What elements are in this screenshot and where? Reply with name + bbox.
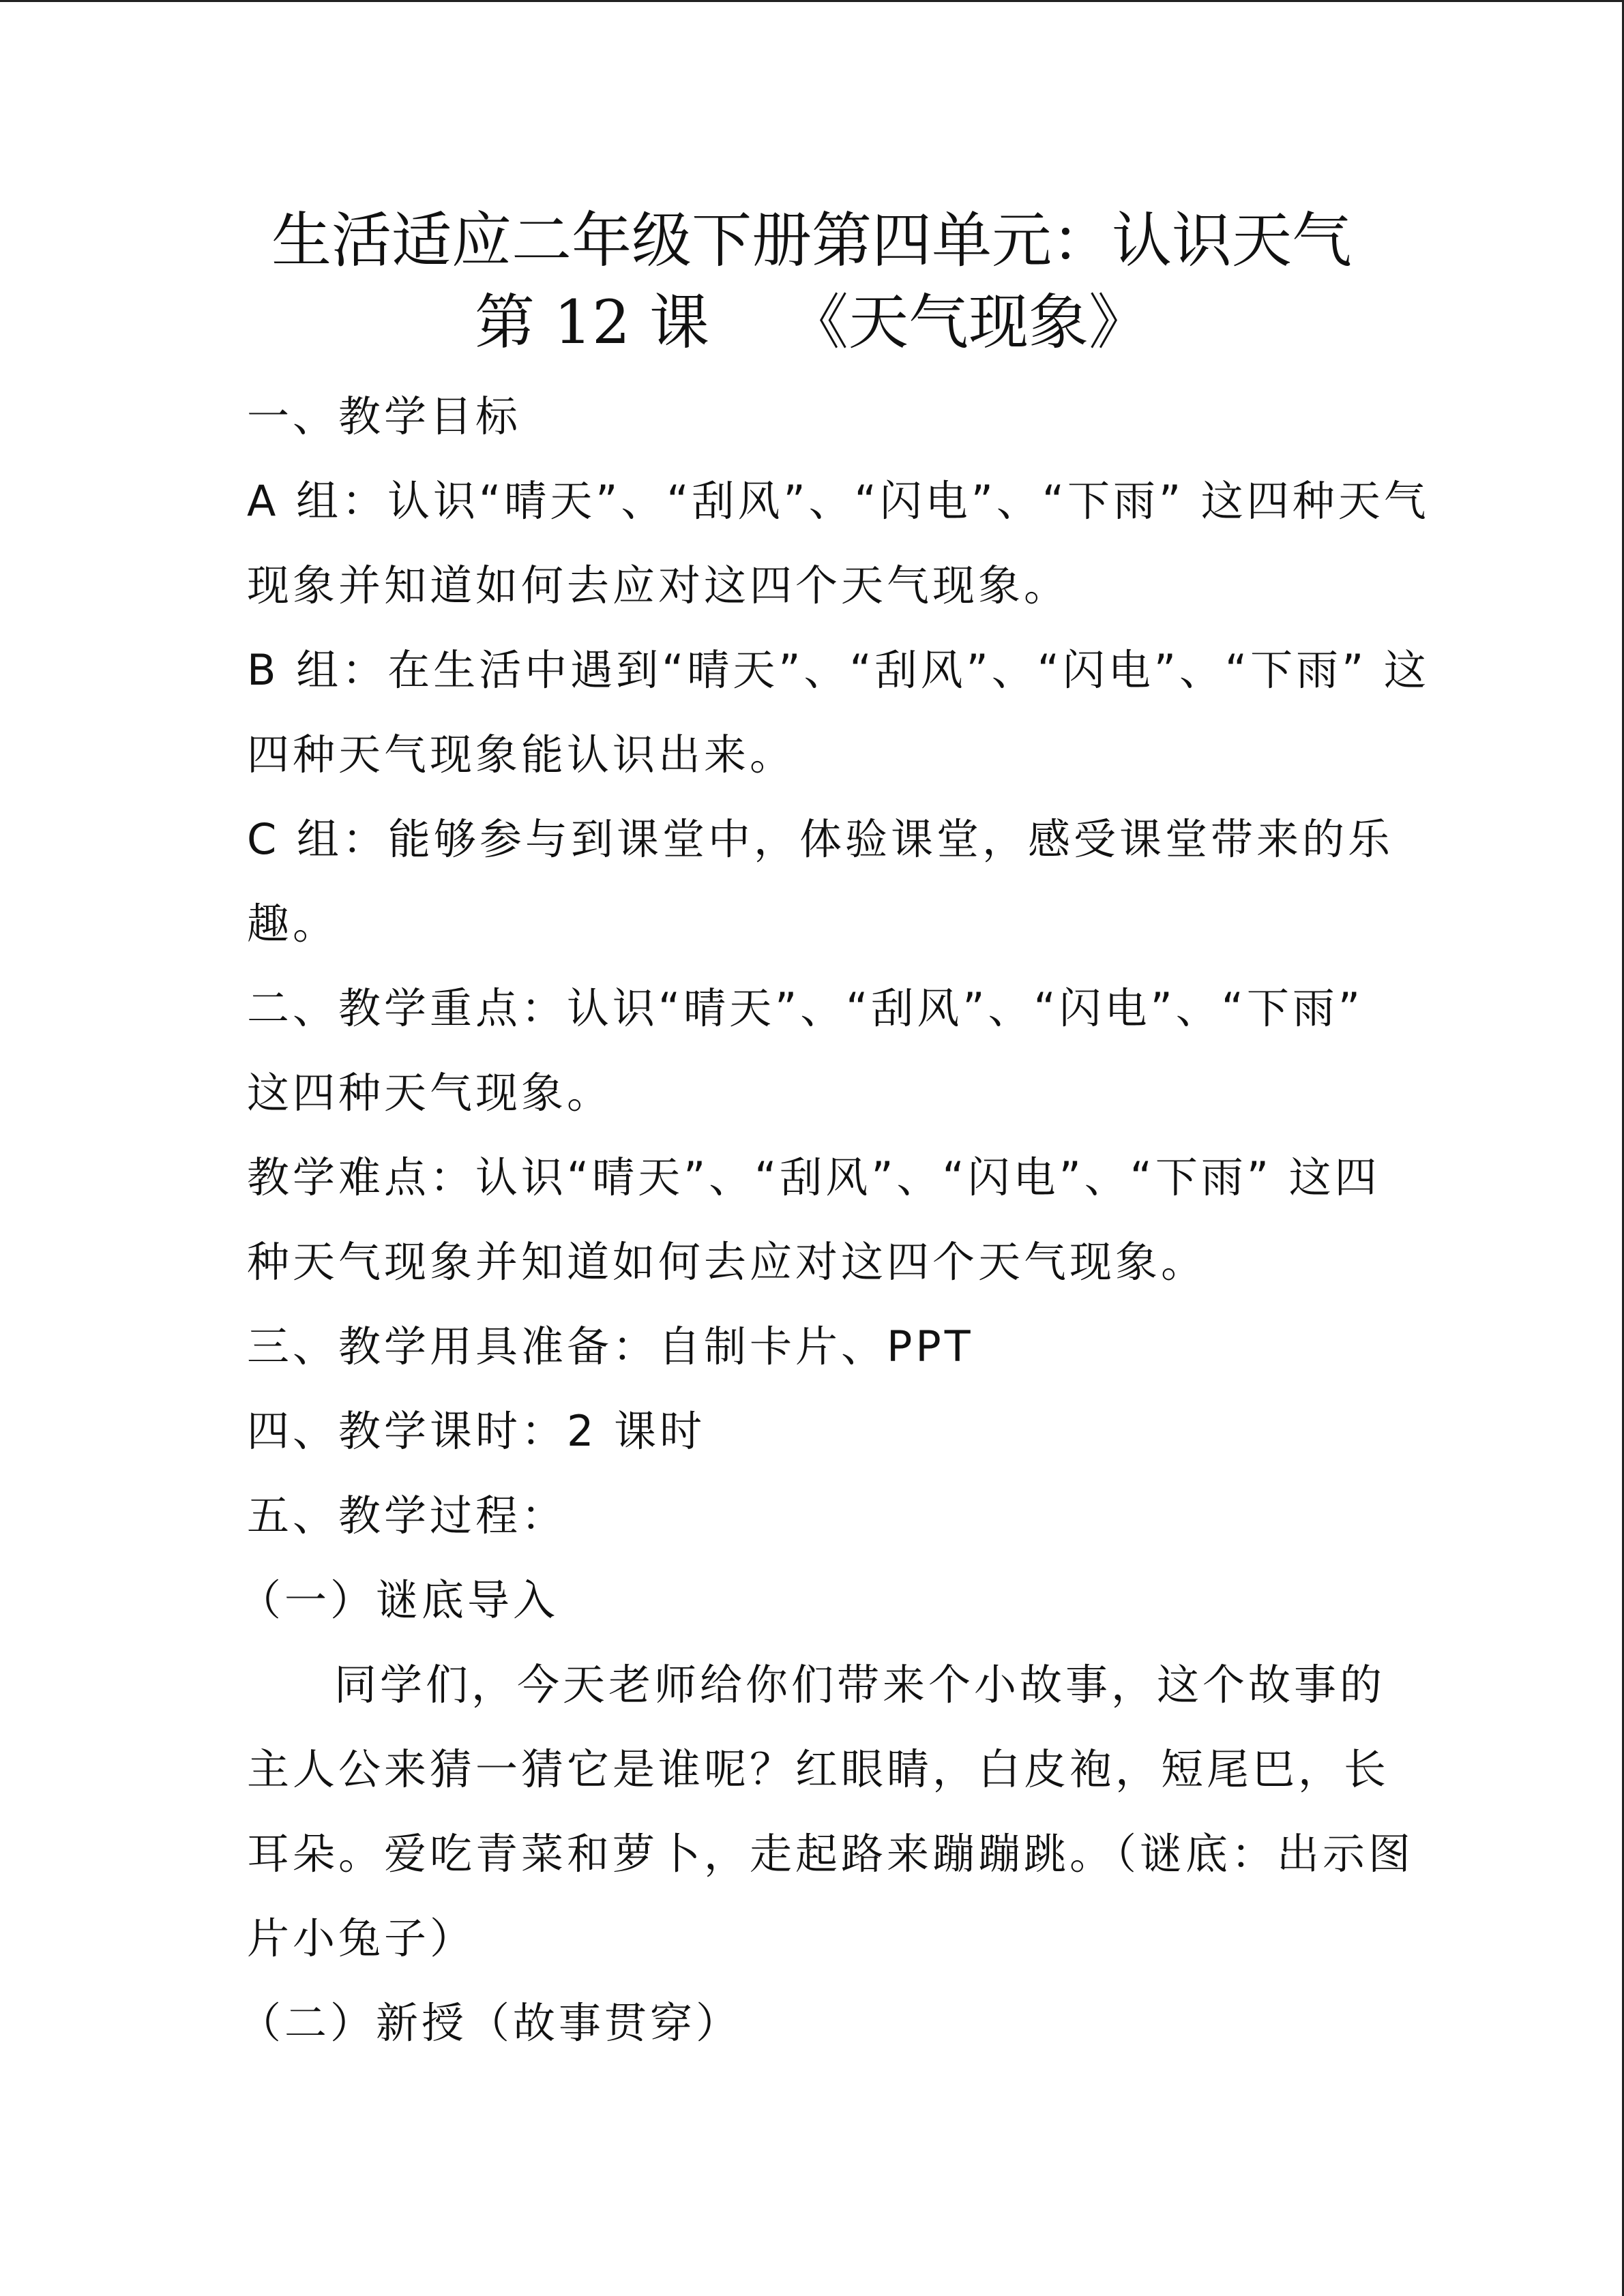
teaching-hours: 四、教学课时：2 课时 [247,1406,706,1456]
title-line-unit: 生活适应二年级下册第四单元：认识天气 [271,205,1352,275]
document-title [246,200,1378,363]
document-body [239,374,1430,2066]
goal-group-c-line-1: C 组：能够参与到课堂中，体验课堂，感受课堂带来的乐 [247,814,1393,864]
teaching-materials: 三、教学用具准备：自制卡片、PPT [247,1322,974,1371]
key-point-line-2: 这四种天气现象。 [247,1068,613,1118]
story-paragraph-line-2: 主人公来猜一猜它是谁呢？红眼睛，白皮袍，短尾巴，长 [247,1744,1390,1794]
key-point-line-1: 二、教学重点：认识“晴天”、“刮风”、“闪电”、“下雨” [247,983,1363,1033]
title-line-lesson: 第 12 课 《天气现象》 [475,287,1149,357]
difficulty-line-1: 教学难点：认识“晴天”、“刮风”、“闪电”、“下雨” 这四 [247,1152,1381,1202]
heading-teaching-process: 五、教学过程： [247,1491,567,1540]
story-paragraph-line-4: 片小兔子） [247,1913,476,1963]
goal-group-b-line-1: B 组：在生活中遇到“晴天”、“刮风”、“闪电”、“下雨” 这 [247,645,1430,695]
story-paragraph-line-3: 耳朵。爱吃青菜和萝卜，走起路来蹦蹦跳。（谜底：出示图 [247,1829,1415,1879]
heading-teaching-goals: 一、教学目标 [247,391,522,441]
subheading-riddle-intro: （一）谜底导入 [239,1575,559,1625]
subheading-new-lesson: （二）新授（故事贯穿） [239,1998,742,2048]
goal-group-c-line-2: 趣。 [247,899,339,949]
difficulty-line-2: 种天气现象并知道如何去应对这四个天气现象。 [247,1237,1207,1287]
goal-group-b-line-2: 四种天气现象能认识出来。 [247,730,796,779]
goal-group-a-line-1: A 组：认识“晴天”、“刮风”、“闪电”、“下雨” 这四种天气 [247,476,1430,526]
goal-group-a-line-2: 现象并知道如何去应对这四个天气现象。 [247,561,1070,610]
story-paragraph-line-1: 同学们，今天老师给你们带来个小故事，这个故事的 [334,1660,1386,1710]
